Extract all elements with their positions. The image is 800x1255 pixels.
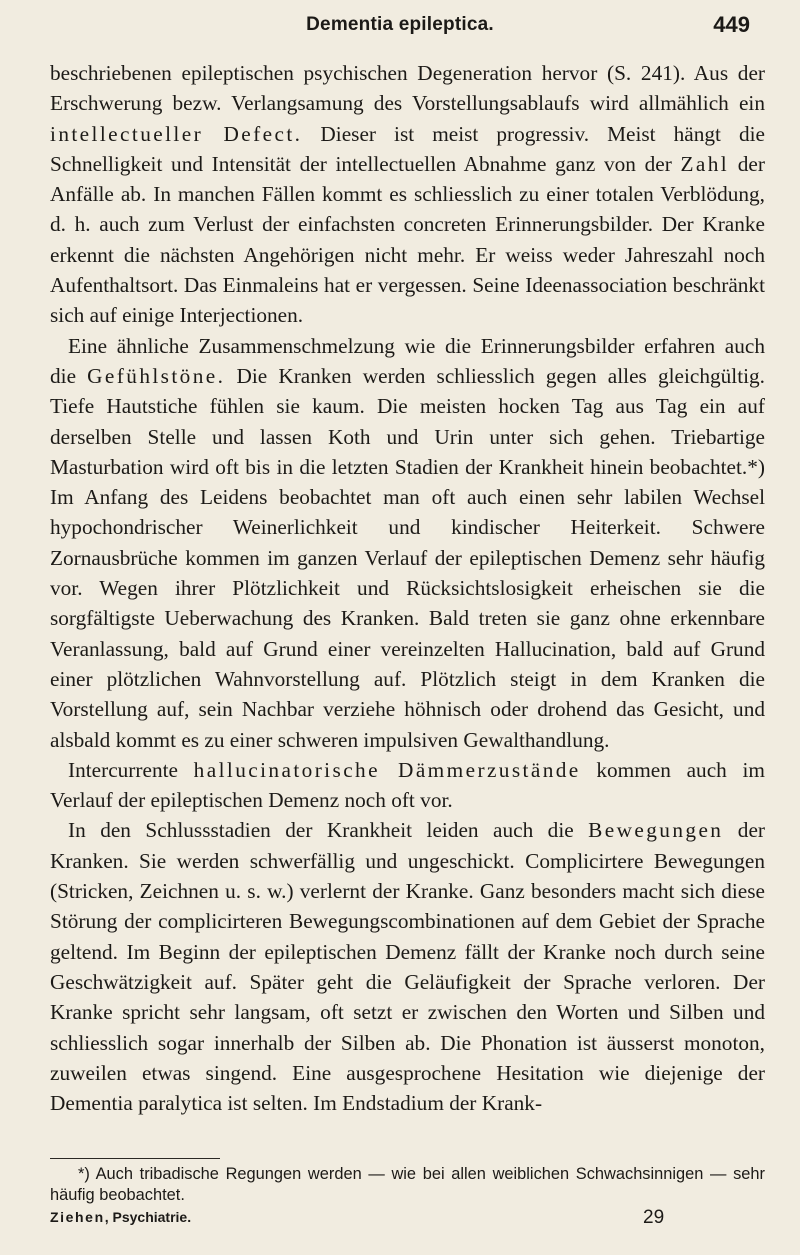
text-run: Intercurrente — [68, 757, 194, 782]
signature-work: , Psychiatrie. — [104, 1209, 192, 1225]
emphasized-term: intellectueller Defect. — [50, 121, 303, 146]
paragraph — [50, 58, 765, 331]
page-number: 449 — [713, 12, 750, 37]
paragraph — [50, 815, 765, 1118]
footnote — [50, 1164, 765, 1206]
paragraph — [50, 331, 765, 755]
running-head-title: Dementia epileptica. — [306, 14, 494, 35]
text-run: Dieser ist meist progressiv. Meist hängt die Schnelligkeit und Intensität der intellectuellen Abnahme ganz von der — [50, 121, 766, 176]
text-run: Eine ähnliche Zusammenschmelzung wie die Erinnerungsbilder erfahren auch die — [50, 333, 765, 388]
emphasized-term: Gefühlstöne. — [87, 363, 226, 388]
body-text — [50, 58, 765, 1118]
text-run: kommen auch im Verlauf der epileptischen Demenz noch oft vor. — [50, 757, 765, 813]
text-run: Die Kranken werden schliesslich gegen alles gleichgültig. Tiefe Hautstiche fühlen sie kaum. Die meisten hocken Tag aus Tag ein auf derselben Stelle und lassen Koth und Urin unter sich gehen. Triebartige Masturbation wird oft bis in die letzten Stadien der Krankheit hinein beobachtet.*) Im Anfang des Leidens beobachtet man oft auch einen sehr labilen Wechsel hypochondrischer Weinerlichkeit und kindischer Heiterkeit. Schwere Zornausbrüche kommen im ganzen Verlauf der epileptischen Demenz sehr häufig vor. Wegen ihrer Plötzlichkeit und Rücksichtslosigkeit erheischen sie die sorgfältigste Ueberwachung des Kranken. Bald treten sie ganz ohne erkennbare Veranlassung, bald auf Grund einer vereinzelten Hallucination, bald auf Grund einer plötzlichen Wahnvorstellung auf. Plötzlich steigt in dem Kranken die Vorstellung auf, sein Nachbar verziehe höhnisch oder drohend das Gesicht, und alsbald kommt es zu einer schweren impulsiven Gewalthandlung. — [50, 363, 766, 752]
sheet-signature-number: 29 — [643, 1207, 665, 1228]
emphasized-term: Bewegungen — [588, 818, 724, 843]
signature-line — [50, 1209, 191, 1225]
signature-author: Ziehen — [50, 1209, 105, 1225]
text-run: beschriebenen epileptischen psychischen Degeneration hervor (S. 241). Aus der Erschwerung bezw. Verlangsamung des Vorstellungsablaufs wird allmählich ein — [50, 61, 765, 116]
text-run: In den Schlussstadien der Krankheit leiden auch die — [68, 818, 589, 843]
text-run: der Anfälle ab. In manchen Fällen kommt es schliesslich zu einer totalen Verblödung, d. h. auch zum Verlust der einfachsten concreten Erinnerungsbilder. Der Kranke erkennt die nächsten Angehörigen nicht mehr. Er weiss weder Jahreszahl noch Aufenthaltsort. Das Einmaleins hat er vergessen. Seine Ideenassociation beschränkt sich auf einige Interjectionen. — [50, 151, 765, 328]
emphasized-term: Zahl — [680, 151, 730, 176]
emphasized-term: hallucinatorische Dämmerzustände — [193, 757, 581, 782]
text-run: der Kranken. Sie werden schwerfällig und ungeschickt. Complicirtere Bewegungen (Stricken, Zeichnen u. s. w.) verlernt der Kranke. Ganz besonders macht sich diese Störung der complicirteren Bewegungscombinationen auf dem Gebiet der Sprache geltend. Im Beginn der epileptischen Demenz fällt der Kranke noch durch seine Geschwätzigkeit auf. Später geht die Geläufigkeit der Sprache verloren. Der Kranke spricht sehr langsam, oft setzt er zwischen den Worten und Silben und schliesslich sogar innerhalb der Silben ab. Die Phonation ist äusserst monoton, zuweilen etwas singend. Eine ausgesprochene Hesitation wie diejenige der Dementia paralytica ist selten. Im Endstadium der Krank- — [50, 818, 765, 1116]
paragraph — [50, 755, 765, 816]
footnote-text: *) Auch tribadische Regungen werden — wie bei allen weiblichen Schwachsinnigen — sehr häufig beobachtet. — [50, 1165, 765, 1204]
footnote-divider — [50, 1158, 220, 1159]
